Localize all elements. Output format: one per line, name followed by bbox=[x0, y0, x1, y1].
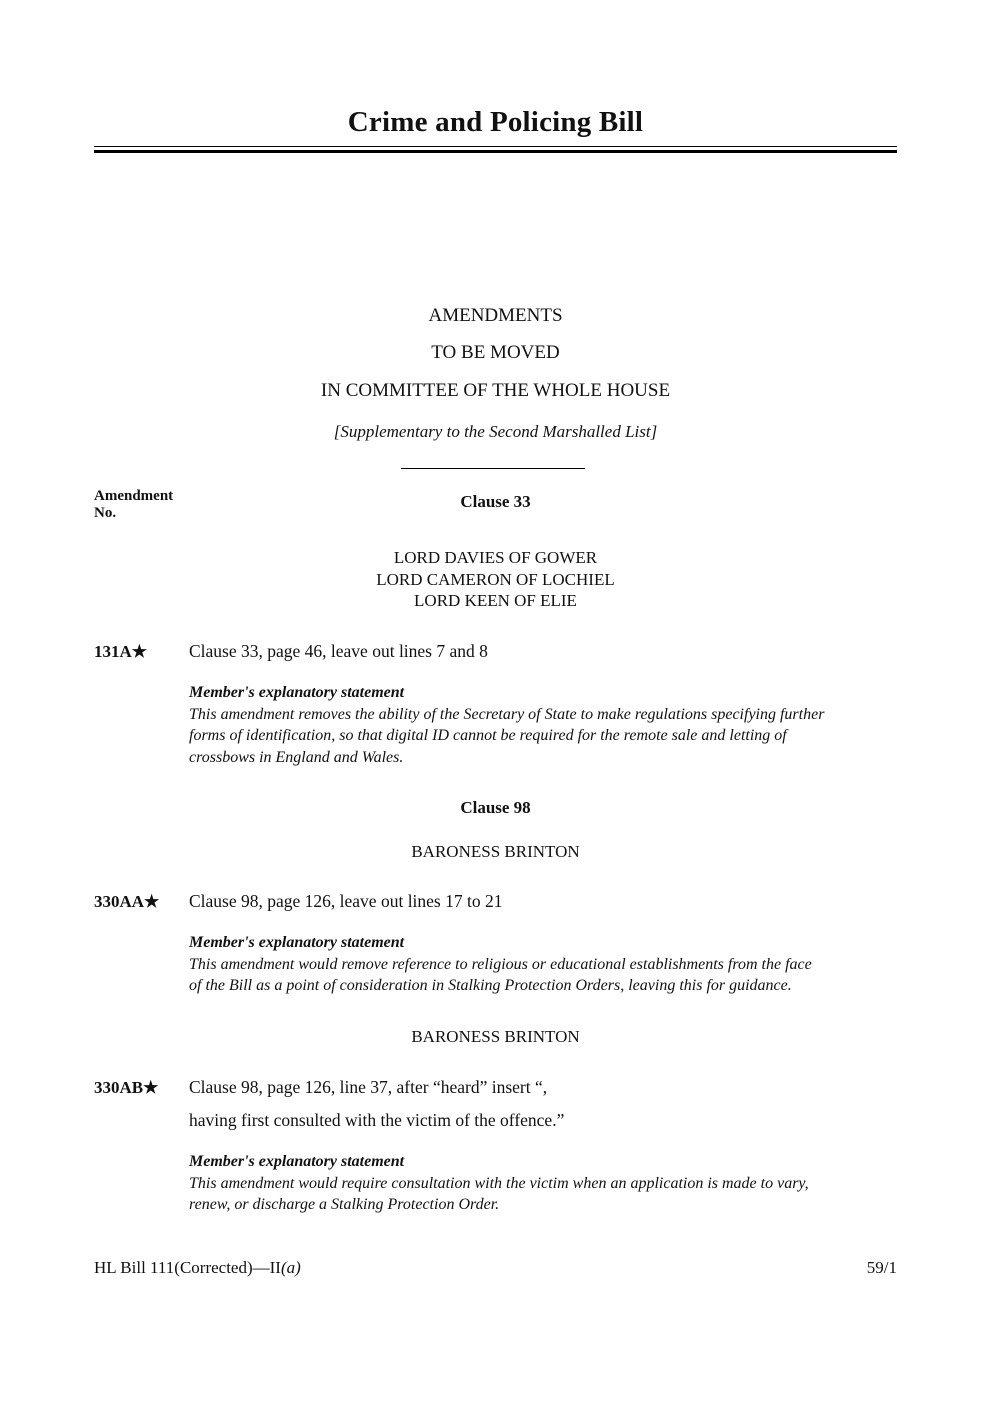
amendment-number: 330AB★ bbox=[94, 1078, 159, 1097]
footer-bill-reference bbox=[94, 1258, 301, 1278]
statement-heading: Member's explanatory statement bbox=[189, 934, 405, 951]
amendment-number: 131A★ bbox=[94, 642, 148, 661]
amendment-text: Clause 98, page 126, line 37, after “heard” insert “, bbox=[189, 1077, 548, 1097]
statement-line: This amendment would remove reference to religious or educational establishments from the face bbox=[189, 955, 812, 973]
statement-line: This amendment removes the ability of the Secretary of State to make regulations specifying further bbox=[189, 705, 825, 723]
sponsor-list bbox=[94, 1026, 897, 1048]
explanatory-statement bbox=[189, 682, 901, 768]
sponsor-name: BARONESS BRINTON bbox=[411, 1027, 580, 1046]
clause-heading: Clause 33 bbox=[460, 492, 531, 511]
statement-line: crossbows in England and Wales. bbox=[189, 748, 404, 766]
amendment-label-line2: No. bbox=[94, 505, 117, 521]
footer-page-reference: 59/1 bbox=[866, 1258, 897, 1277]
explanatory-statement bbox=[189, 932, 901, 997]
inserted-text: having first consulted with the victim of the offence.” bbox=[189, 1110, 565, 1130]
statement-line: of the Bill as a point of consideration in Stalking Protection Orders, leaving this for guidance. bbox=[189, 977, 792, 994]
explanatory-statement bbox=[189, 1151, 901, 1216]
statement-heading: Member's explanatory statement bbox=[189, 684, 405, 701]
heading-committee: IN COMMITTEE OF THE WHOLE HOUSE bbox=[320, 380, 671, 401]
bill-ref-suffix: (a) bbox=[280, 1258, 301, 1277]
bill-ref: HL Bill 111(Corrected)—II bbox=[94, 1258, 281, 1277]
supplementary-note: [Supplementary to the Second Marshalled List] bbox=[333, 422, 658, 441]
title-rule-thin bbox=[94, 146, 897, 147]
heading-amendments: AMENDMENTS bbox=[428, 305, 563, 326]
amendment-label-line1: Amendment bbox=[94, 488, 174, 504]
sponsor-name: BARONESS BRINTON bbox=[411, 842, 580, 861]
amendment-number: 330AA★ bbox=[94, 892, 160, 911]
sponsor-list bbox=[94, 841, 897, 863]
sponsor-list bbox=[94, 547, 897, 612]
heading-to-be-moved: TO BE MOVED bbox=[431, 342, 560, 363]
amendment-text: Clause 98, page 126, leave out lines 17 to 21 bbox=[189, 891, 503, 911]
section-divider bbox=[401, 468, 585, 469]
title-rule-thick bbox=[94, 150, 897, 153]
bill-title: Crime and Policing Bill bbox=[347, 106, 644, 138]
statement-line: renew, or discharge a Stalking Protection Order. bbox=[189, 1196, 500, 1213]
statement-heading: Member's explanatory statement bbox=[189, 1153, 405, 1170]
sponsor-name: LORD KEEN OF ELIE bbox=[414, 591, 577, 610]
statement-line: This amendment would require consultation with the victim when an application is made to vary, bbox=[189, 1174, 809, 1192]
clause-heading: Clause 98 bbox=[460, 798, 531, 817]
statement-line: forms of identification, so that digital ID cannot be required for the remote sale and letting of bbox=[189, 727, 787, 744]
sponsor-name: LORD CAMERON OF LOCHIEL bbox=[376, 569, 615, 589]
amendment-text: Clause 33, page 46, leave out lines 7 and 8 bbox=[189, 641, 488, 661]
sponsor-name: LORD DAVIES OF GOWER bbox=[393, 548, 598, 567]
